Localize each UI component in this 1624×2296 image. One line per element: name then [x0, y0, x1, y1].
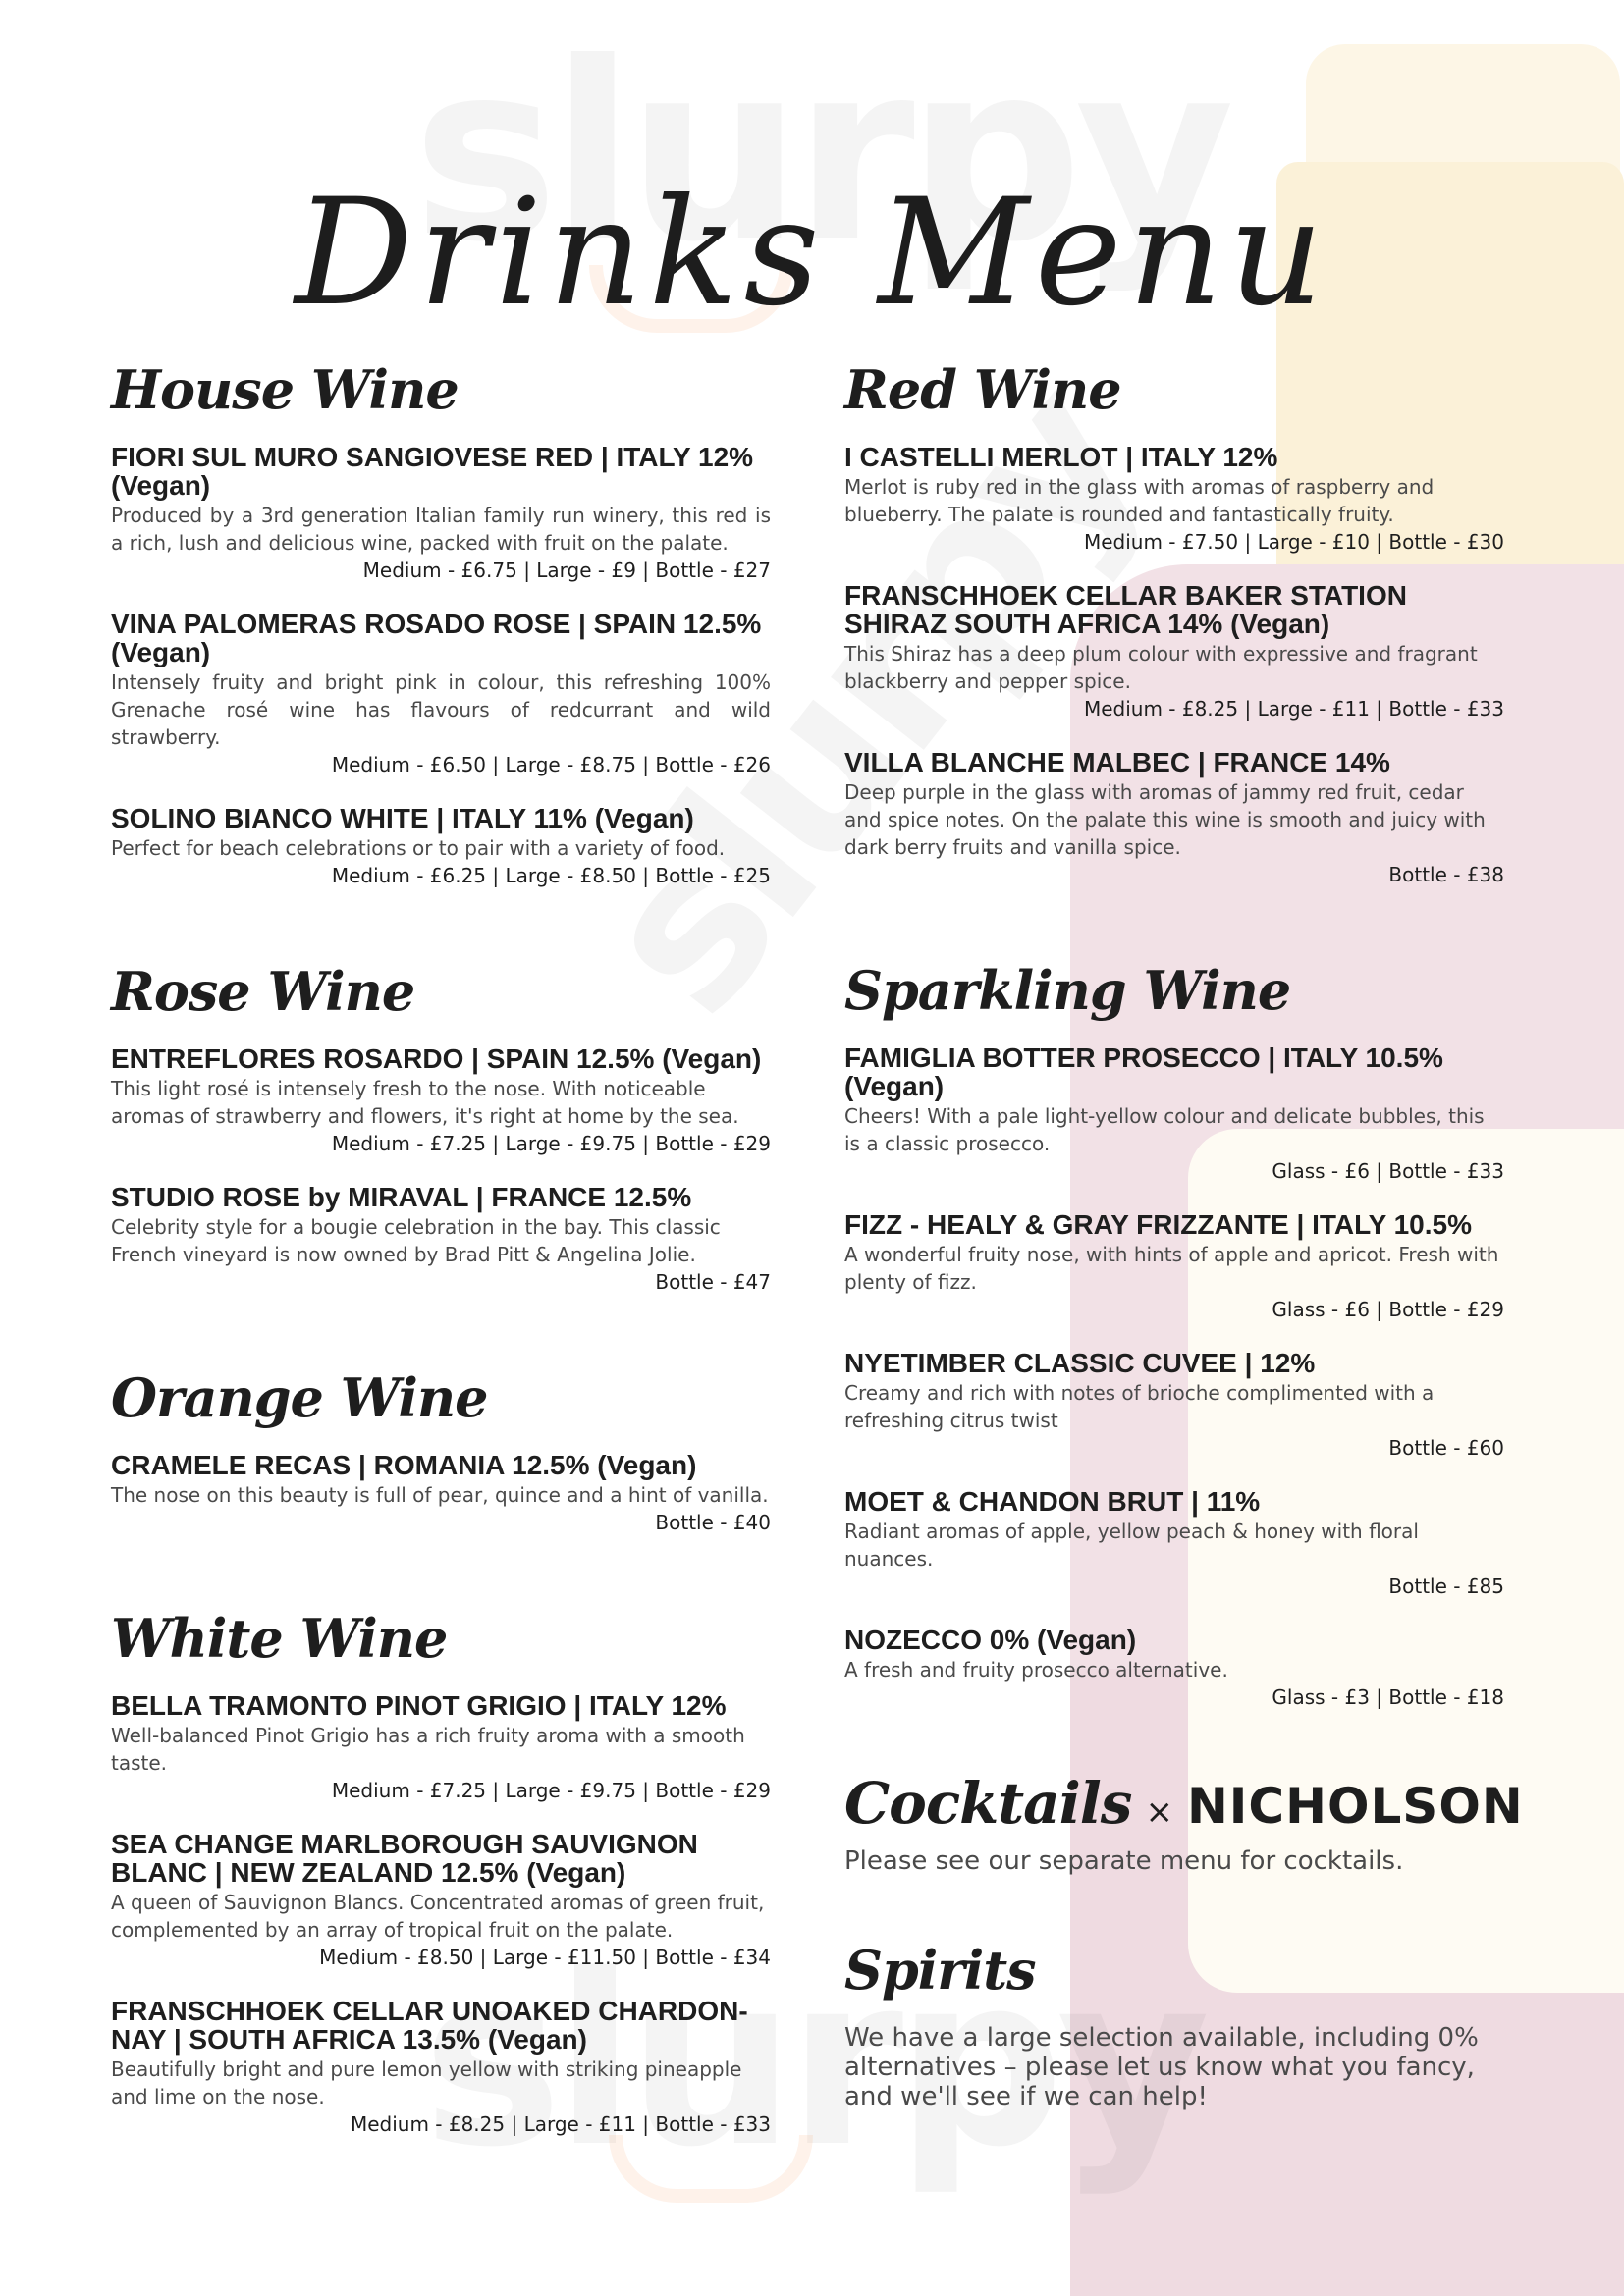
section-heading: Spirits: [844, 1939, 1036, 2002]
section-rose-wine: [111, 960, 771, 1296]
item-description: Intensely fruity and bright pink in colour, this refreshing 100% Grenache rosé wine has flavours of redcurrant and wild strawberry.: [111, 670, 771, 749]
item-price: Medium - £8.25 | Large - £11 | Bottle - £33: [350, 2112, 771, 2136]
section-heading: Orange Wine: [111, 1366, 488, 1429]
item-price: Medium - £6.25 | Large - £8.50 | Bottle - £25: [331, 864, 771, 887]
section-heading: White Wine: [111, 1607, 448, 1670]
menu-item: [111, 1691, 771, 1804]
left-column: [111, 358, 771, 2163]
item-name: FIORI SUL MURO SANGIOVESE RED | ITALY 12% (Vegan): [111, 442, 754, 501]
section-heading: Cocktails: [844, 1770, 1132, 1837]
section-sparkling-wine: [844, 959, 1504, 1711]
item-name: SEA CHANGE MARLBOROUGH SAUVIGNON BLANC | NEW ZEALAND 12.5% (Vegan): [111, 1829, 698, 1888]
section-heading: Sparkling Wine: [844, 959, 1291, 1022]
menu-item: [844, 581, 1504, 722]
item-description: Cheers! With a pale light-yellow colour and delicate bubbles, this is a classic prosecco.: [844, 1104, 1485, 1155]
menu-item: [844, 1210, 1504, 1323]
menu-item: [111, 1451, 771, 1536]
item-name: FIZZ - HEALY & GRAY FRIZZANTE | ITALY 10.5%: [844, 1209, 1472, 1240]
item-price: Medium - £6.75 | Large - £9 | Bottle - £27: [362, 559, 771, 582]
item-name: NYETIMBER CLASSIC CUVEE | 12%: [844, 1348, 1316, 1378]
item-description: Perfect for beach celebrations or to pair with a variety of food.: [111, 836, 726, 860]
section-cocktails: [844, 1770, 1524, 1876]
item-description: Deep purple in the glass with aromas of jammy red fruit, cedar and spice notes. On the palate this wine is smooth and juicy with dark berry fruits and vanilla spice.: [844, 780, 1486, 859]
menu-item: [844, 1487, 1504, 1600]
item-name: FRANSCHHOEK CELLAR BAKER STATION SHIRAZ SOUTH AFRICA 14% (Vegan): [844, 580, 1407, 639]
section-heading: House Wine: [111, 358, 459, 421]
item-price: Medium - £8.25 | Large - £11 | Bottle - £33: [1083, 697, 1504, 721]
section-orange-wine: [111, 1366, 771, 1536]
right-column: [844, 358, 1524, 2111]
item-name: FRANSCHHOEK CELLAR UNOAKED CHARDON-NAY | SOUTH AFRICA 13.5% (Vegan): [111, 1996, 748, 2055]
item-name: MOET & CHANDON BRUT | 11%: [844, 1486, 1261, 1517]
menu-item: [844, 1626, 1504, 1711]
spirits-text: We have a large selection available, including 0% alternatives – please let us know what you fancy, and we'll see if we can help!: [844, 2023, 1479, 2111]
section-white-wine: [111, 1607, 771, 2138]
section-heading: Rose Wine: [111, 960, 415, 1023]
item-name: I CASTELLI MERLOT | ITALY 12%: [844, 442, 1278, 472]
item-price: Medium - £8.50 | Large - £11.50 | Bottle - £34: [319, 1946, 771, 1969]
menu-item: [111, 1044, 771, 1157]
item-name: NOZECCO 0% (Vegan): [844, 1625, 1137, 1655]
menu-item: [111, 1830, 771, 1971]
item-price: Bottle - £38: [1388, 863, 1504, 886]
page-title: Drinks Menu: [295, 167, 1329, 339]
menu-item: [111, 1183, 771, 1296]
item-description: Merlot is ruby red in the glass with aromas of raspberry and blueberry. The palate is rounded and fantastically fruity.: [844, 475, 1435, 526]
bottle-decoration-top: [1306, 44, 1620, 172]
item-description: Well-balanced Pinot Grigio has a rich fruity aroma with a smooth taste.: [111, 1724, 745, 1775]
item-price: Medium - £6.50 | Large - £8.75 | Bottle - £26: [331, 753, 771, 776]
menu-item: [111, 1997, 771, 2138]
item-price: Medium - £7.25 | Large - £9.75 | Bottle - £29: [331, 1779, 771, 1802]
item-description: Beautifully bright and pure lemon yellow with striking pineapple and lime on the nose.: [111, 2057, 742, 2109]
cocktails-text: Please see our separate menu for cocktails.: [844, 1846, 1404, 1876]
item-price: Glass - £6 | Bottle - £29: [1272, 1298, 1504, 1321]
menu-item: [111, 804, 771, 889]
item-price: Bottle - £85: [1388, 1575, 1504, 1598]
section-spirits: [844, 1939, 1504, 2111]
section-house-wine: [111, 358, 771, 889]
menu-item: [844, 443, 1504, 556]
menu-item: [111, 610, 771, 778]
item-name: SOLINO BIANCO WHITE | ITALY 11% (Vegan): [111, 803, 694, 833]
item-description: The nose on this beauty is full of pear, quince and a hint of vanilla.: [111, 1483, 769, 1507]
item-name: CRAMELE RECAS | ROMANIA 12.5% (Vegan): [111, 1450, 697, 1480]
menu-item: [844, 1043, 1504, 1185]
item-price: Glass - £3 | Bottle - £18: [1272, 1685, 1504, 1709]
item-price: Bottle - £60: [1388, 1436, 1504, 1460]
item-description: A wonderful fruity nose, with hints of apple and apricot. Fresh with plenty of fizz.: [844, 1243, 1499, 1294]
item-name: BELLA TRAMONTO PINOT GRIGIO | ITALY 12%: [111, 1690, 727, 1721]
item-description: A queen of Sauvignon Blancs. Concentrated aromas of green fruit, complemented by an array of tropical fruit on the palate.: [111, 1891, 765, 1942]
item-price: Glass - £6 | Bottle - £33: [1272, 1159, 1504, 1183]
item-description: Celebrity style for a bougie celebration in the bay. This classic French vineyard is now owned by Brad Pitt & Angelina Jolie.: [111, 1215, 721, 1266]
item-description: A fresh and fruity prosecco alternative.: [844, 1658, 1228, 1682]
item-name: ENTREFLORES ROSARDO | SPAIN 12.5% (Vegan): [111, 1043, 762, 1074]
cocktails-heading-row: [844, 1770, 1524, 1837]
item-name: FAMIGLIA BOTTER PROSECCO | ITALY 10.5% (Vegan): [844, 1042, 1443, 1101]
item-name: STUDIO ROSE by MIRAVAL | FRANCE 12.5%: [111, 1182, 692, 1212]
item-description: Creamy and rich with notes of brioche complimented with a refreshing citrus twist: [844, 1381, 1435, 1432]
menu-item: [844, 748, 1504, 888]
item-description: Radiant aromas of apple, yellow peach & honey with floral nuances.: [844, 1520, 1419, 1571]
item-description: Produced by a 3rd generation Italian family run winery, this red is a rich, lush and delicious wine, packed with fruit on the palate.: [111, 504, 771, 555]
item-price: Medium - £7.50 | Large - £10 | Bottle - £30: [1083, 530, 1504, 554]
section-heading: Red Wine: [844, 358, 1121, 421]
item-description: This Shiraz has a deep plum colour with expressive and fragrant blackberry and pepper spice.: [844, 642, 1478, 693]
collab-times-symbol: ×: [1145, 1792, 1173, 1832]
section-red-wine: [844, 358, 1504, 888]
item-price: Bottle - £47: [655, 1270, 771, 1294]
item-name: VILLA BLANCHE MALBEC | FRANCE 14%: [844, 747, 1390, 777]
menu-item: [844, 1349, 1504, 1462]
nicholson-brand: NICHOLSON: [1186, 1778, 1524, 1835]
item-name: VINA PALOMERAS ROSADO ROSE | SPAIN 12.5% (Vegan): [111, 609, 762, 667]
menu-item: [111, 443, 771, 584]
item-price: Medium - £7.25 | Large - £9.75 | Bottle - £29: [331, 1132, 771, 1155]
item-price: Bottle - £40: [655, 1511, 771, 1534]
item-description: This light rosé is intensely fresh to the nose. With noticeable aromas of strawberry and flowers, it's right at home by the sea.: [111, 1077, 739, 1128]
